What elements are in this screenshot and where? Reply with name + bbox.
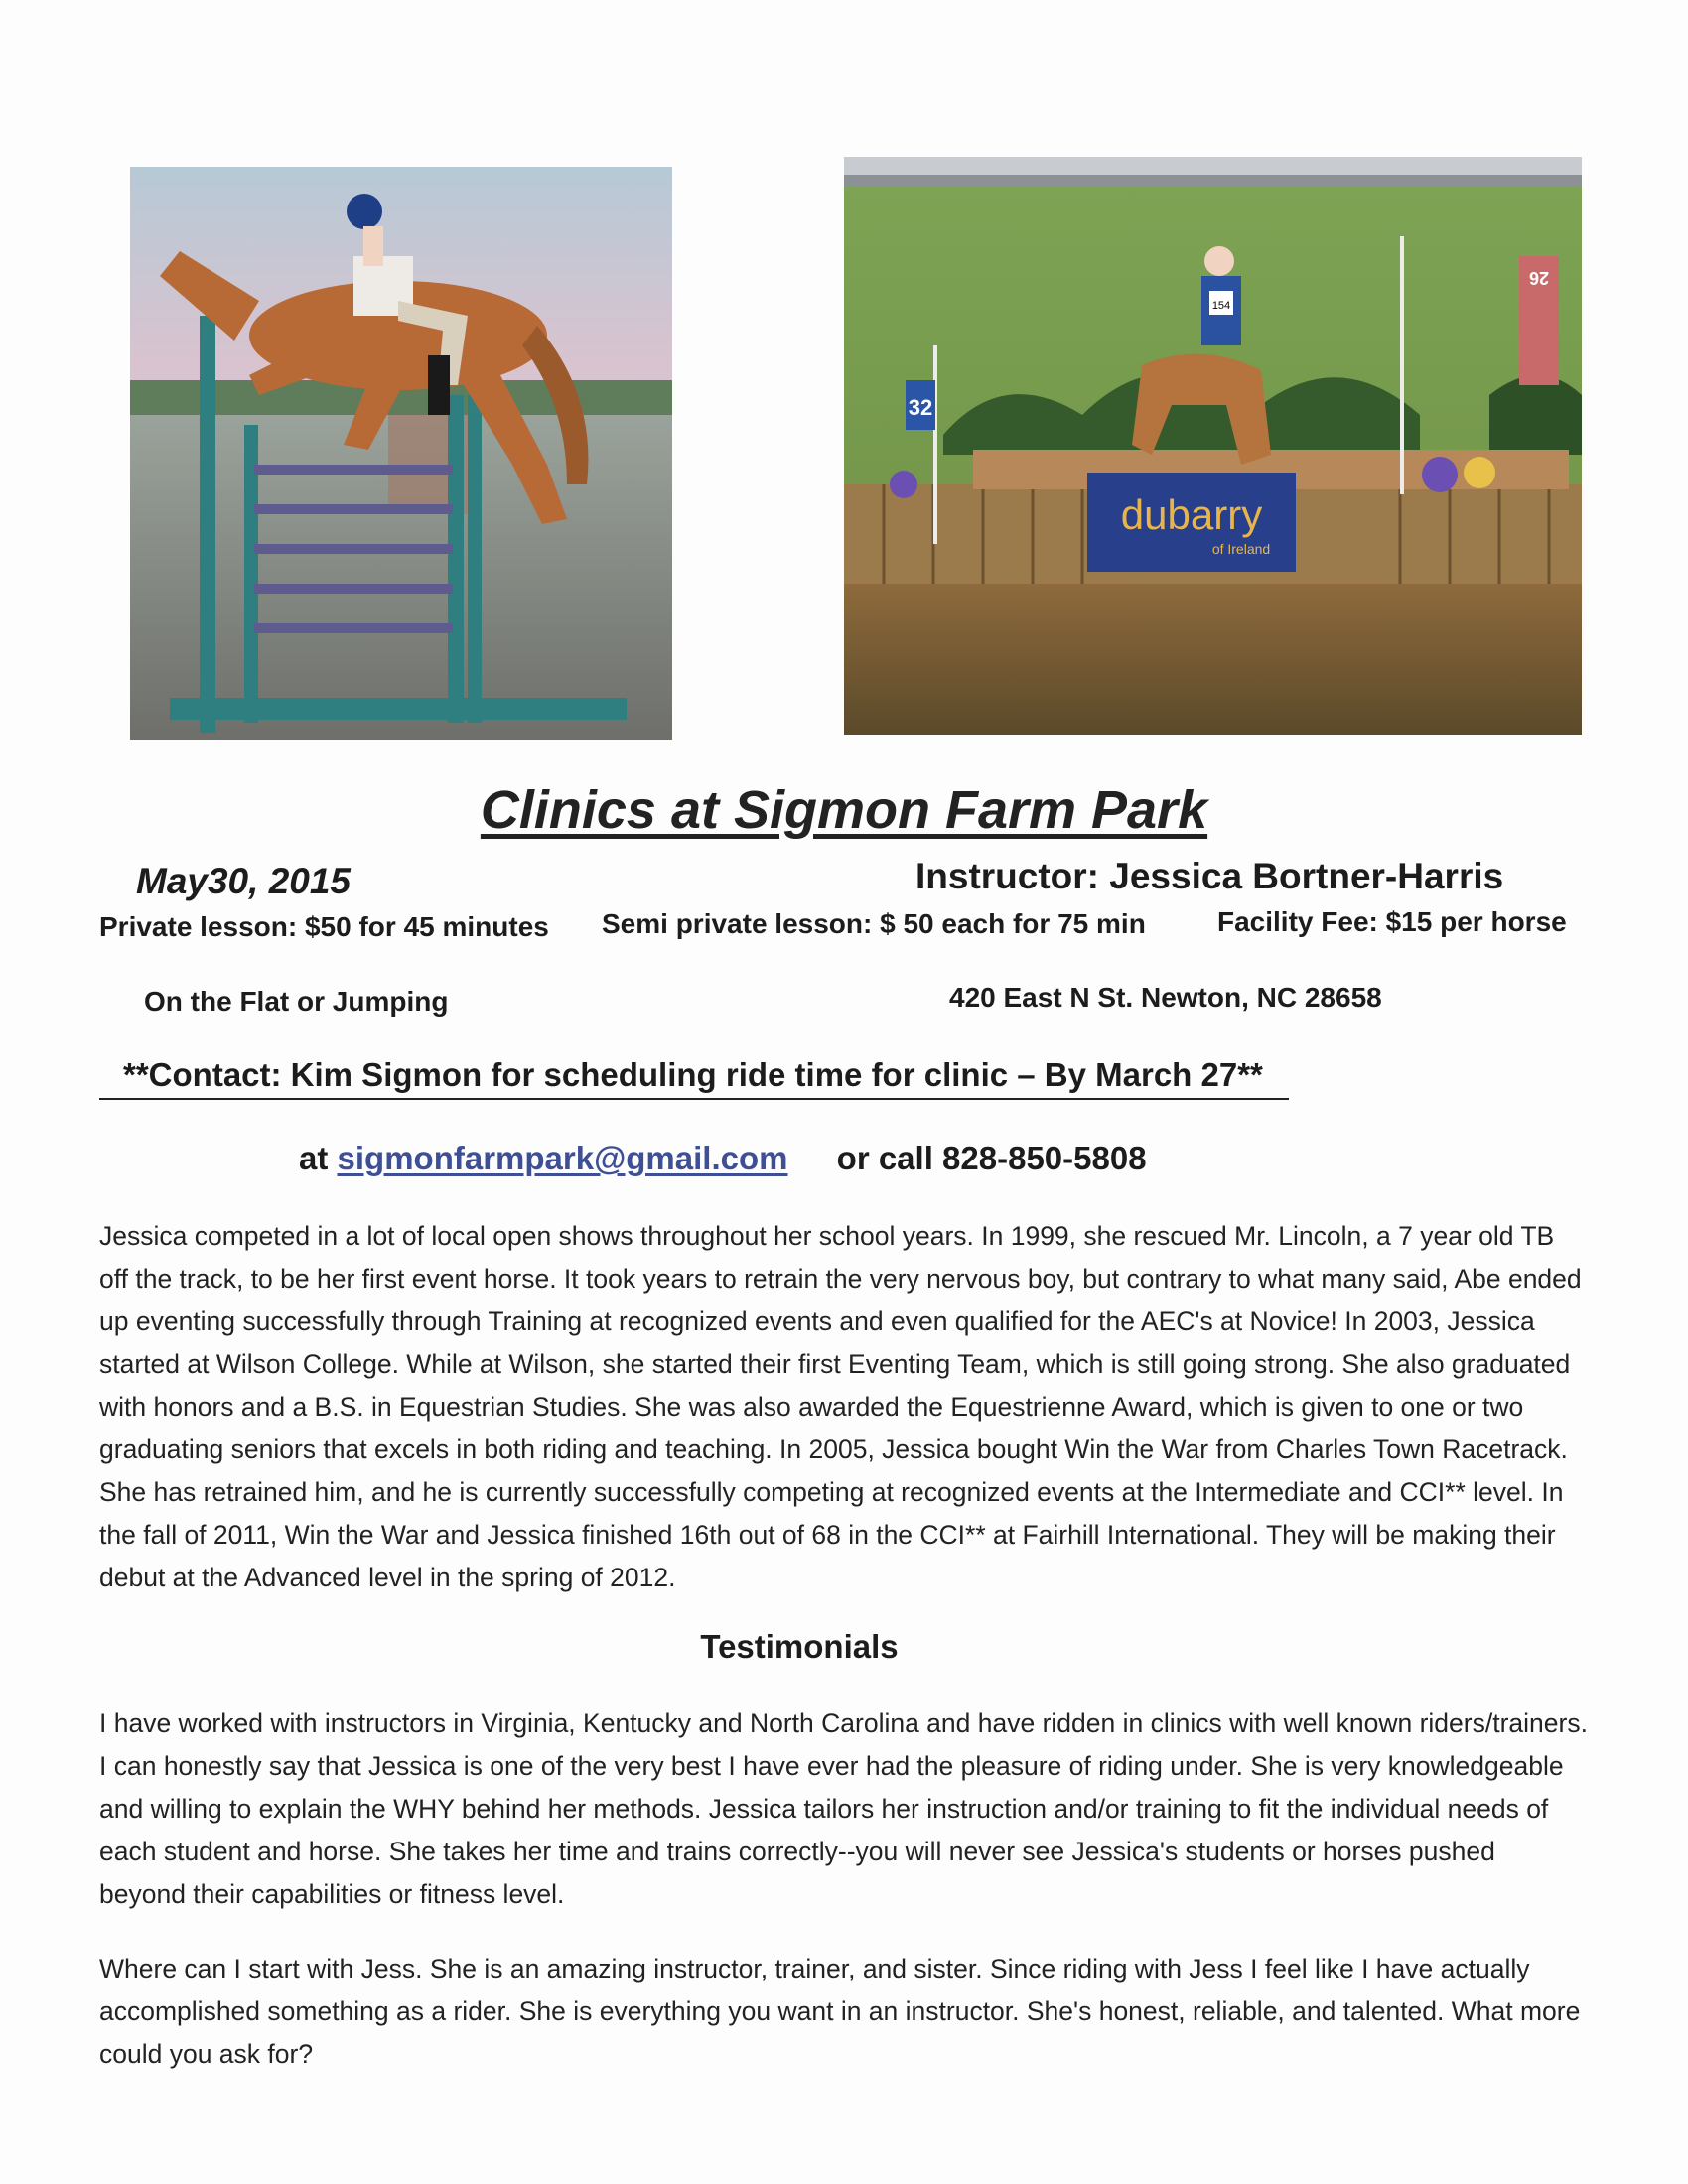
cross-country-photo [844,157,1582,735]
contact-details [299,1140,1147,1177]
email-link[interactable]: sigmonfarmpark@gmail.com [337,1140,788,1176]
facility-fee: Facility Fee: $15 per horse [1217,906,1567,937]
clinic-date: May30, 2015 [136,861,352,901]
svg-text:32: 32 [908,395,933,420]
banner-text: dubarry [1120,491,1263,538]
contact-prefix: at [299,1140,329,1176]
instructor-bio: Jessica competed in a lot of local open shows throughout her school years. In 1999, she rescued Mr. Lincoln, a 7 year old TB off the track, to be her first event horse. It took years to retrain the very nervous boy, but contrary to what many said, Abe ended up eventing successfully through Training at recognized events and even qualified for the AEC's at Novice! In 2003, Jessica started at Wilson College. While at Wilson, she started their first Eventing Team, which is still going strong. She also graduated with honors and a B.S. in Equestrian Studies. She was also awarded the Equestrienne Award, which is given to one or two graduating seniors that excels in both riding and teaching. In 2005, Jessica bought Win the War from Charles Town Racetrack. She has retrained him, and he is currently successfully competing at recognized events at the Intermediate and CCI** level. In the fall of 2011, Win the War and Jessica finished 16th out of 68 in the CCI** at Fairhill International. They will be making their debut at the Advanced level in the spring of 2012. [99,1221,1582,1592]
testimonial: I have worked with instructors in Virginia, Kentucky and North Carolina and have ridden in clinics with well known riders/trainers. I can honestly say that Jessica is one of the very best I have ever had the pleasure of riding under. She is very knowledgeable and willing to explain the WHY behind her methods. Jessica tailors her instruction and/or training to fit the individual needs of each student and horse. She takes her time and trains correctly--you will never see Jessica's students or horses pushed beyond their capabilities or fitness level. [99,1708,1588,1909]
page-title: Clinics at Sigmon Farm Park [480,780,1208,840]
instructor-name: Instructor: Jessica Bortner-Harris [915,856,1504,896]
lesson-type: On the Flat or Jumping [144,986,449,1017]
svg-text:154: 154 [1211,300,1231,312]
svg-text:of Ireland: of Ireland [1211,541,1271,557]
testimonials-heading: Testimonials [700,1628,899,1665]
semi-private-lesson-price: Semi private lesson: $ 50 each for 75 min [602,908,1146,939]
svg-text:26: 26 [1528,268,1550,288]
show-jumping-photo [130,167,672,740]
address: 420 East N St. Newton, NC 28658 [949,982,1382,1013]
contact-line: **Contact: Kim Sigmon for scheduling ride time for clinic – By March 27** [99,1056,1289,1100]
testimonial: Where can I start with Jess. She is an amazing instructor, trainer, and sister. Since riding with Jess I feel like I have actually accomplished something as a rider. She is everything you want in an instructor. She's honest, reliable, and talented. What more could you ask for? [99,1954,1581,2069]
private-lesson-price: Private lesson: $50 for 45 minutes [99,911,549,942]
phone-number: or call 828-850-5808 [836,1140,1147,1176]
